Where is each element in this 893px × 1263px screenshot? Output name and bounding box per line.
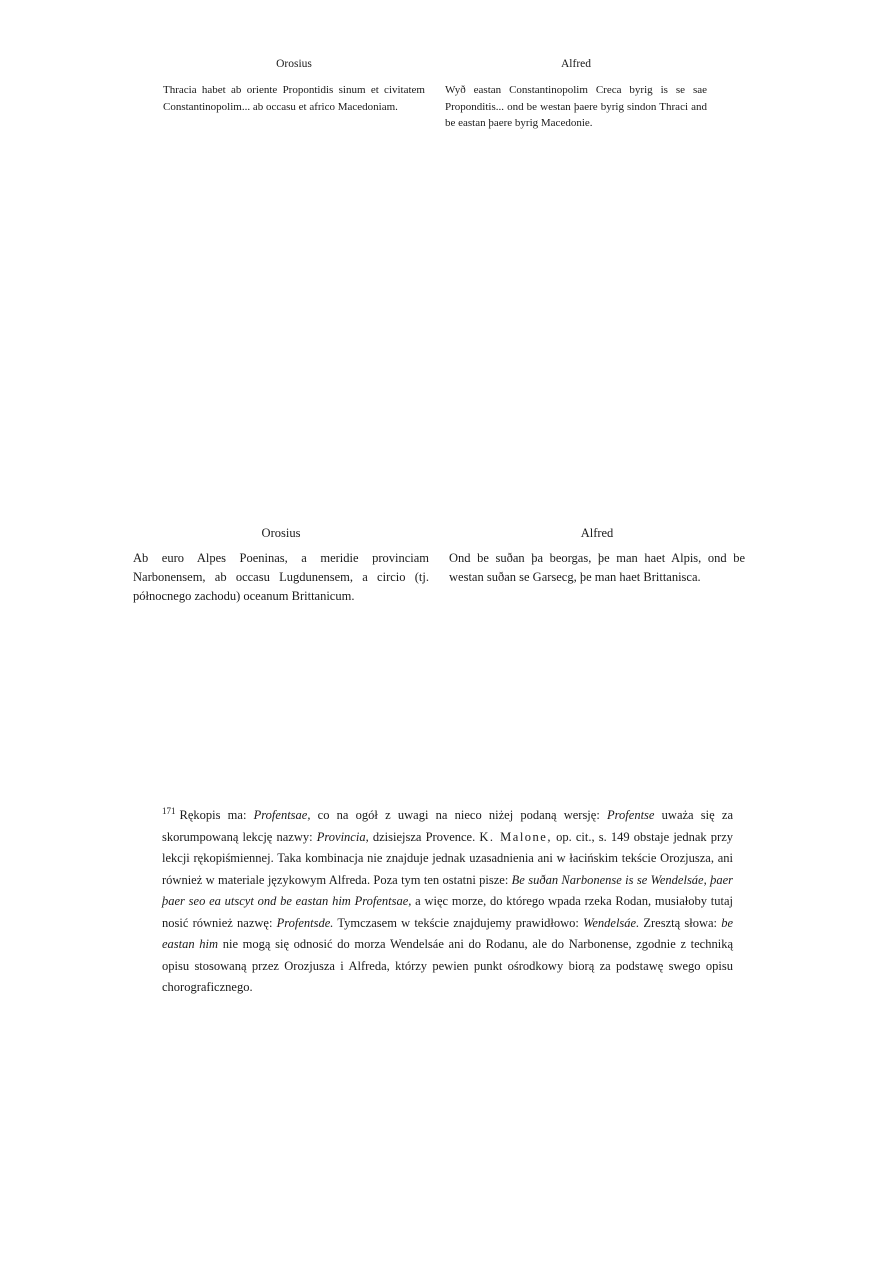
orosius-column: [163, 58, 425, 115]
footnote-171: [162, 805, 733, 999]
footnote-italic: Profentsde.: [276, 915, 334, 930]
footnote-text: a więc morze, do którego wpada rzeka Rodan, musiałoby tutaj nosić również nazwę:: [162, 894, 733, 930]
alfred-old-english-text: Ond be suðan þa beorgas, þe man haet Alpis, ond be westan suðan se Garsecg, þe man haet Brittanisca.: [449, 551, 745, 584]
column-heading-alfred: Alfred: [560, 58, 591, 70]
alfred-column: [445, 58, 707, 132]
footnote-italic: Profentse: [607, 808, 655, 822]
footnote-text: Tymczasem w tekście znajdujemy prawidłowo:: [333, 915, 584, 930]
footnote-italic: Be suðan Narbonense is se Wendelsáe, þaer þaer seo ea utscyt ond be eastan him Profentsae,: [162, 872, 733, 908]
footnote-text: op. cit., s. 149 obstaje jednak przy lekcji rękopiśmiennej. Taka kombinacja nie znajduje jednak uzasadnienia ani w łacińskim tekście Orozjusza, ani również w materiale językowym Alfreda. Poza tym ten ostatni pisze:: [162, 829, 734, 887]
column-heading-orosius: Orosius: [276, 58, 312, 70]
footnote-italic: Provincia,: [316, 829, 369, 844]
footnote-text: nie mogą się odnosić do morza Wendelsáe ani do Rodanu, ale do Narbonense, zgodnie z techniką opisu stosowaną przez Orozjusza i Alfreda, którzy pewien punkt ośrodkowy biorą za podstawę swego opisu chorograficznego.: [162, 937, 734, 994]
footnote-number: 171: [162, 805, 176, 816]
alfred-old-english-text: Wyð eastan Constantinopolim Creca byrig is se sae Proponditis... ond be westan þaere byrig sindon Thraci and be eastan þaere byrig Macedonie.: [445, 84, 707, 129]
orosius-column: [133, 526, 429, 606]
footnote-text: uważa się za skorumpowaną lekcję nazwy:: [162, 808, 733, 844]
footnote-author: K. Malone,: [479, 829, 552, 844]
alfred-column: [449, 526, 745, 587]
column-heading-orosius: Orosius: [261, 526, 301, 540]
orosius-latin-text: Thracia habet ab oriente Propontidis sinum et civitatem Constantinopolim... ab occasu et africo Macedoniam.: [163, 84, 425, 113]
column-heading-alfred: Alfred: [580, 526, 614, 540]
footnote-italic: be eastan him: [162, 915, 733, 951]
footnote-text: dzisiejsza Provence.: [368, 829, 480, 844]
footnote-italic: Wendelsáe.: [583, 915, 640, 930]
footnote-text: Zresztą słowa:: [639, 915, 722, 930]
footnote-italic: Profentsae,: [253, 808, 311, 822]
orosius-latin-text: Ab euro Alpes Poeninas, a meridie provinciam Narbonensem, ab occasu Lugdunensem, a circio (tj. północnego zachodu) oceanum Brittanicum.: [133, 551, 429, 603]
footnote-text: co na ogół z uwagi na nieco niżej podaną wersję:: [310, 808, 608, 822]
footnote-text: Rękopis ma:: [179, 808, 254, 822]
